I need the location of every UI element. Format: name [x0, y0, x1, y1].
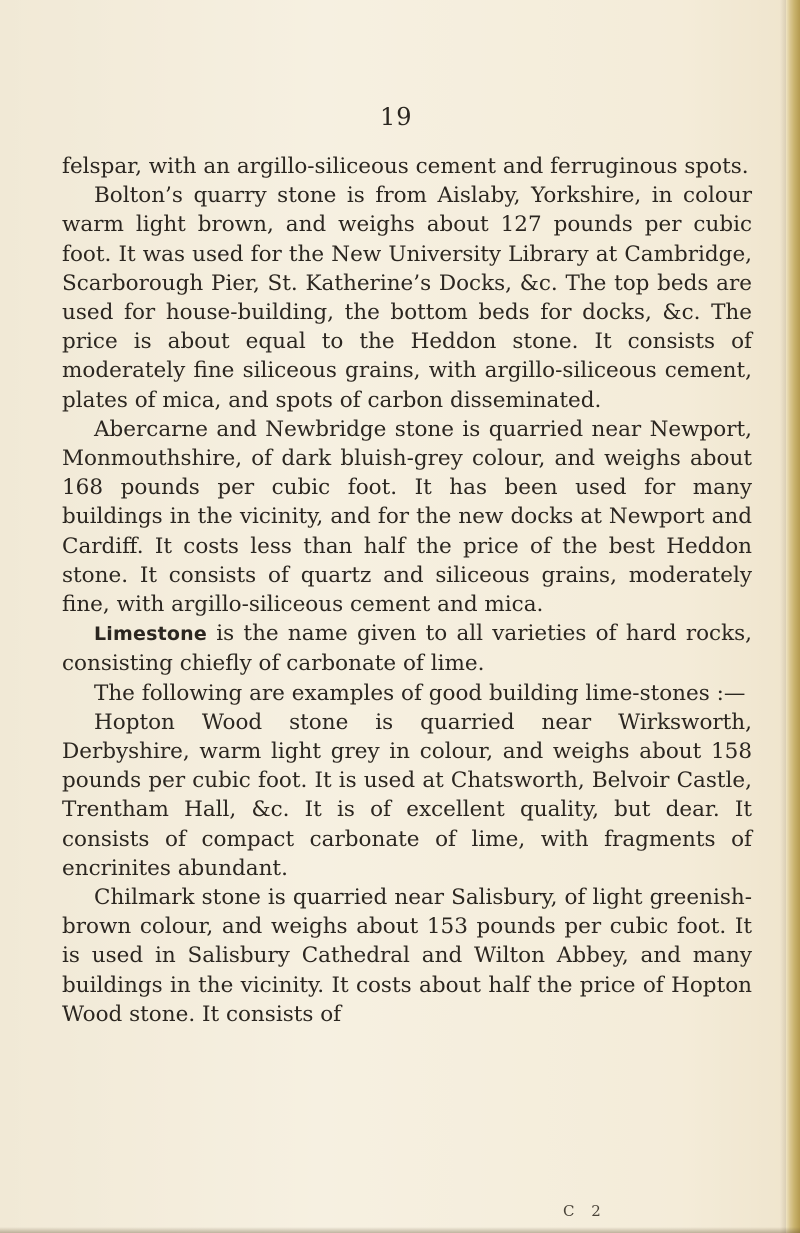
paragraph-hopton-wood-stone: Hopton Wood stone is quarried near Wirksworth, Derbyshire, warm light grey in colour, and weighs about 158 pounds per cubic foot. It is used at Chatsworth, Belvoir Castle, Trentham Hall, &c. It is of excellent quality, but dear. It consists of compact carbonate of lime, with fragments of encrinites abundant. — [62, 709, 752, 881]
limestone-definition-text: is the name given to all varieties of hard rocks, consisting chiefly of carbonate of lime. — [62, 621, 752, 677]
paragraph-abercarne-newbridge-stone: Abercarne and Newbridge stone is quarried near Newport, Monmouthshire, of dark bluish-grey colour, and weighs about 168 pounds per cubic foot. It has been used for many buildings in the vicinity, and for the new docks at Newport and Cardiff. It costs less than half the price of the best Heddon stone. It consists of quartz and siliceous grains, moderately fine, with argillo-siliceous cement and mica. — [62, 416, 752, 618]
body-text — [62, 152, 752, 1029]
printer-signature-mark: C 2 — [563, 1202, 607, 1220]
paragraph-continuation: felspar, with an argillo-siliceous cement and ferruginous spots. — [62, 154, 749, 179]
paragraph-limestone-definition — [62, 619, 752, 678]
page-edge-binding — [786, 0, 800, 1233]
term-limestone: Limestone — [94, 623, 207, 646]
page-bottom-shadow — [0, 1227, 800, 1233]
paragraph-chilmark-stone: Chilmark stone is quarried near Salisbury, of light greenish-brown colour, and weighs about 153 pounds per cubic foot. It is used in Salisbury Cathedral and Wilton Abbey, and many buildings in the vicinity. It costs about half the price of Hopton Wood stone. It consists of — [62, 885, 752, 1027]
page-number: 19 — [380, 103, 413, 131]
paragraph-limestone-examples-intro: The following are examples of good building lime-stones :— — [94, 680, 746, 706]
paragraph-boltons-quarry-stone: Bolton’s quarry stone is from Aislaby, Yorkshire, in colour warm light brown, and weighs about 127 pounds per cubic foot. It was used for the New University Library at Cambridge, Scarborough Pier, St. Katherine’s Docks, &c. The top beds are used for house-building, the bottom beds for docks, &c. The price is about equal to the Heddon stone. It consists of moderately fine siliceous grains, with argillo-siliceous cement, plates of mica, and spots of carbon disseminated. — [62, 183, 752, 413]
